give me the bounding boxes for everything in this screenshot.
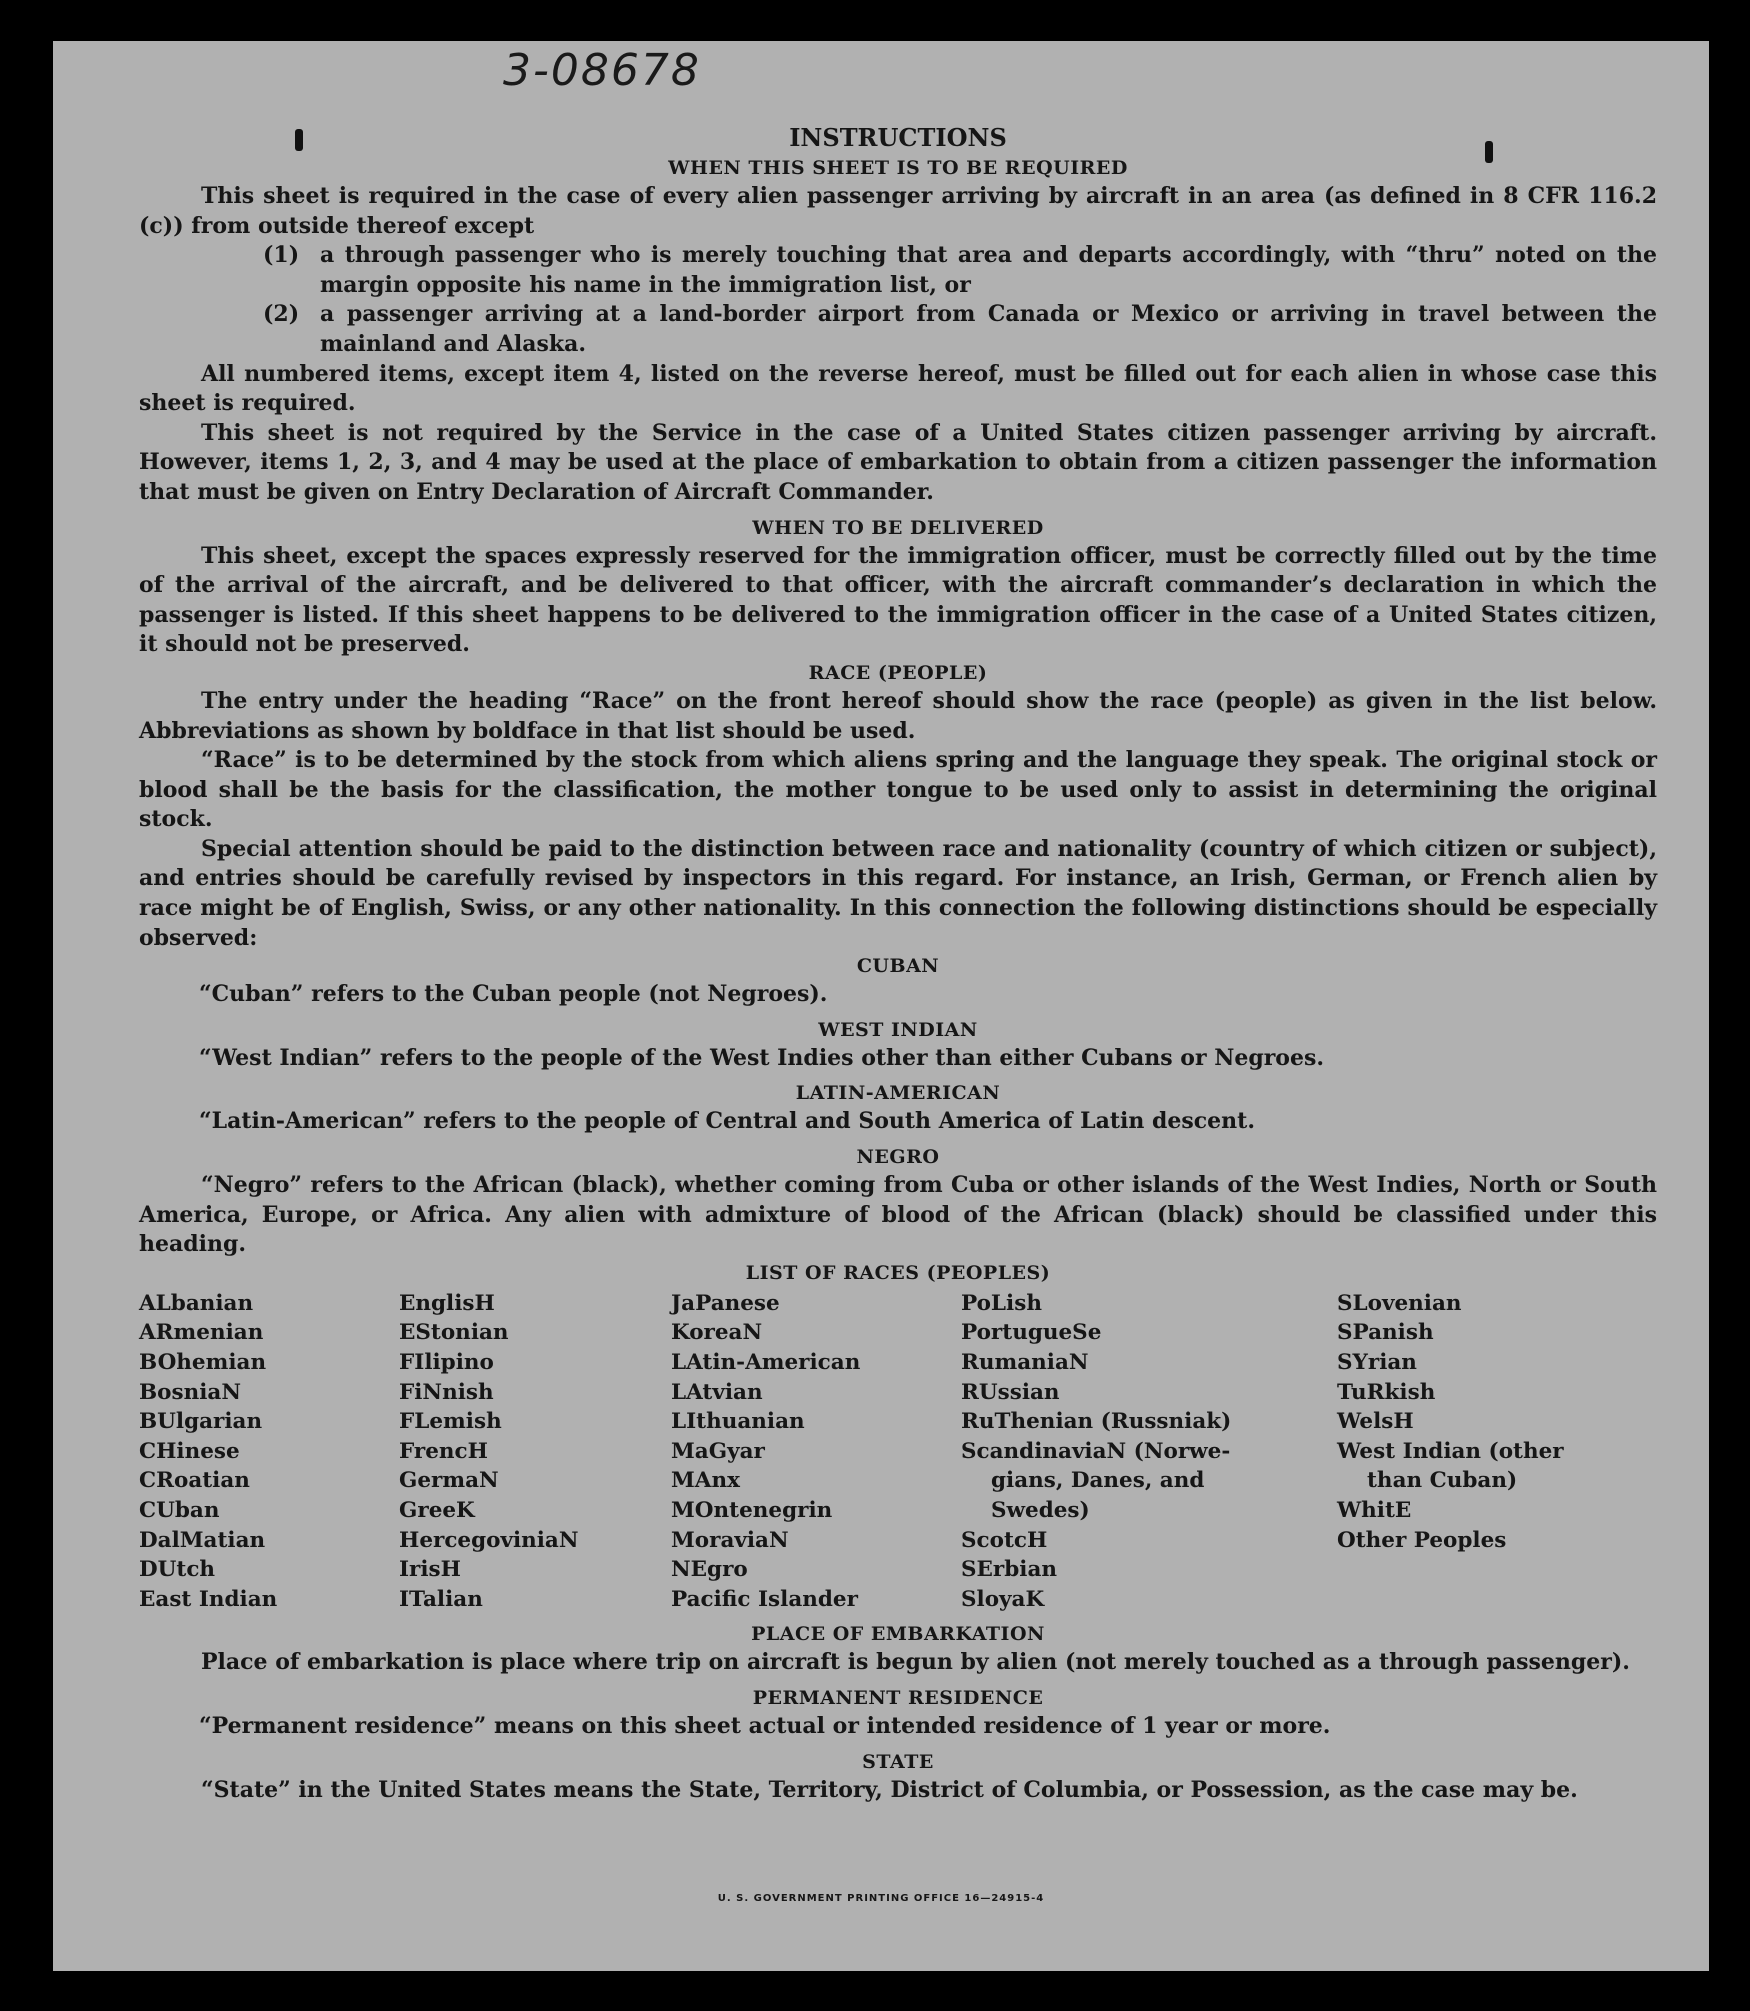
list-item-text: a through passenger who is merely touching that area and departs accordingly, with “thru” noted on the margin opposite his name in the immigration list, or xyxy=(320,242,1657,298)
race-entry-continuation: Swedes) xyxy=(991,1497,1090,1523)
race-list-column xyxy=(399,1289,671,1615)
race-entry: WhitE xyxy=(1337,1497,1412,1523)
section-heading-list-of-races: LIST OF RACES (PEOPLES) xyxy=(745,1261,1051,1284)
race-entry: RuThenian (Russniak) xyxy=(961,1409,1232,1435)
race-entry: RUssian xyxy=(961,1379,1060,1405)
list-item-number: (2) xyxy=(263,301,300,328)
race-entry: EStonian xyxy=(399,1320,509,1346)
page-title: INSTRUCTIONS xyxy=(789,123,1007,152)
race-entry: GreeK xyxy=(399,1497,475,1523)
race-entry: SYrian xyxy=(1337,1350,1417,1375)
race-entry: MaGyar xyxy=(671,1438,765,1464)
race-entry: East Indian xyxy=(139,1586,278,1612)
race-entry: CRoatian xyxy=(139,1468,250,1494)
race-entry: MOntenegrin xyxy=(671,1497,833,1523)
section-heading-negro: NEGRO xyxy=(856,1146,940,1169)
race-entry: SLovenian xyxy=(1337,1290,1462,1316)
section-heading-latin-american: LATIN-AMERICAN xyxy=(795,1082,1001,1105)
race-entry: CUban xyxy=(139,1497,220,1523)
document-sheet xyxy=(53,41,1709,1971)
race-entry: LAtvian xyxy=(671,1379,763,1405)
race-entry: GermaN xyxy=(399,1468,499,1494)
paragraph: This sheet is not required by the Service in the case of a United States citizen passenger arriving by aircraft. However, items 1, 2, 3, and 4 may be used at the place of embarkation to obtain from a citizen passenger the information that must be given on Entry Declaration of Aircraft Commander. xyxy=(139,419,1657,505)
race-entry: ITalian xyxy=(399,1586,483,1612)
paragraph: “Permanent residence” means on this sheet actual or intended residence of 1 year or more. xyxy=(199,1712,1331,1739)
section-heading-when-delivered: WHEN TO BE DELIVERED xyxy=(752,516,1044,539)
paragraph: “Race” is to be determined by the stock from which aliens spring and the language they speak. The original stock or blood shall be the basis for the classification, the mother tongue to be used only to assist in determining the original stock. xyxy=(139,747,1657,833)
printing-office-imprint: U. S. GOVERNMENT PRINTING OFFICE 16—24915-4 xyxy=(717,1893,1045,1904)
paragraph: All numbered items, except item 4, listed on the reverse hereof, must be filled out for each alien in whose case this sheet is required. xyxy=(139,360,1657,417)
instructions-body xyxy=(139,121,1657,1805)
race-entry: HercegoviniaN xyxy=(399,1527,579,1553)
list-item xyxy=(139,300,1657,359)
race-entry: FIlipino xyxy=(399,1350,494,1375)
paragraph: “West Indian” refers to the people of the West Indies other than either Cubans or Negroes. xyxy=(199,1044,1325,1071)
race-list-column xyxy=(139,1289,399,1615)
race-entry: EnglisH xyxy=(399,1290,495,1316)
paragraph: “State” in the United States means the State, Territory, District of Columbia, or Possession, as the case may be. xyxy=(201,1776,1578,1803)
race-list-column xyxy=(671,1289,961,1615)
race-entry: SPanish xyxy=(1337,1320,1434,1346)
section-heading-permanent-residence: PERMANENT RESIDENCE xyxy=(752,1686,1044,1709)
section-heading-state: STATE xyxy=(862,1750,934,1773)
list-item-text: a passenger arriving at a land-border airport from Canada or Mexico or arriving in travel between the mainland and Alaska. xyxy=(320,301,1657,357)
race-entry: TuRkish xyxy=(1337,1379,1436,1405)
race-entry: DalMatian xyxy=(139,1527,266,1553)
race-entry: PortugueSe xyxy=(961,1320,1102,1346)
race-entry: FLemish xyxy=(399,1409,502,1435)
section-heading-west-indian: WEST INDIAN xyxy=(818,1018,978,1041)
race-entry: KoreaN xyxy=(671,1320,763,1346)
race-entry: ARmenian xyxy=(139,1320,264,1346)
race-list-column xyxy=(961,1289,1337,1615)
list-item-number: (1) xyxy=(263,242,300,269)
section-heading-race: RACE (PEOPLE) xyxy=(808,661,988,684)
race-entry: CHinese xyxy=(139,1438,240,1464)
race-entry: RumaniaN xyxy=(961,1350,1089,1375)
race-entry: MoraviaN xyxy=(671,1527,789,1553)
race-entry: SErbian xyxy=(961,1557,1058,1583)
race-entry: SloyaK xyxy=(961,1586,1045,1612)
section-heading-embarkation: PLACE OF EMBARKATION xyxy=(751,1623,1045,1646)
race-entry: BOhemian xyxy=(139,1350,267,1375)
paragraph: This sheet is required in the case of every alien passenger arriving by aircraft in an area (as defined in 8 CFR 116.2 (c)) from outside thereof except xyxy=(139,183,1657,239)
race-entry-continuation: gians, Danes, and xyxy=(991,1468,1205,1494)
race-list-column xyxy=(1337,1289,1637,1615)
race-entry: JaPanese xyxy=(671,1290,780,1316)
paragraph: “Negro” refers to the African (black), whether coming from Cuba or other islands of the West Indies, North or South America, Europe, or Africa. Any alien with admixture of blood of the African (black) should be classified under this heading. xyxy=(139,1172,1657,1258)
section-heading-cuban: CUBAN xyxy=(856,955,940,978)
section-heading-when-required: WHEN THIS SHEET IS TO BE REQUIRED xyxy=(668,157,1128,179)
race-entry: ALbanian xyxy=(139,1290,254,1316)
paragraph: Place of embarkation is place where trip on aircraft is begun by alien (not merely touched as a through passenger). xyxy=(201,1649,1630,1676)
paragraph: “Latin-American” refers to the people of Central and South America of Latin descent. xyxy=(199,1108,1255,1135)
paragraph: Special attention should be paid to the distinction between race and nationality (country of which citizen or subject), and entries should be carefully revised by inspectors in this regard. For instance, an Irish, German, or French alien by race might be of English, Swiss, or any other nationality. In this connection the following distinctions should be especially observed: xyxy=(139,835,1657,951)
handwritten-document-number: 3-08678 xyxy=(503,45,701,96)
race-entry-continuation: than Cuban) xyxy=(1367,1468,1518,1494)
race-entry: PoLish xyxy=(961,1290,1042,1316)
race-entry: LIthuanian xyxy=(671,1409,805,1435)
race-entry: BosniaN xyxy=(139,1379,241,1405)
list-item xyxy=(139,241,1657,300)
race-entry: MAnx xyxy=(671,1468,740,1494)
paragraph: This sheet, except the spaces expressly reserved for the immigration officer, must be correctly filled out by the time of the arrival of the aircraft, and be delivered to that officer, with the aircraft commander’s declaration in which the passenger is listed. If this sheet happens to be delivered to the immigration officer in the case of a United States citizen, it should not be preserved. xyxy=(139,542,1657,658)
race-entry: DUtch xyxy=(139,1557,216,1583)
race-entry: LAtin-American xyxy=(671,1350,861,1375)
race-entry: NEgro xyxy=(671,1557,748,1583)
paragraph: “Cuban” refers to the Cuban people (not Negroes). xyxy=(199,981,828,1008)
paragraph: The entry under the heading “Race” on the front hereof should show the race (people) as given in the list below. Abbreviations as shown by boldface in that list should be used. xyxy=(139,687,1657,744)
race-entry: FrencH xyxy=(399,1438,488,1464)
race-list xyxy=(139,1289,1657,1615)
race-entry: IrisH xyxy=(399,1557,461,1583)
race-entry: Other Peoples xyxy=(1337,1527,1507,1553)
race-entry: Pacific Islander xyxy=(671,1586,858,1612)
race-entry: FiNnish xyxy=(399,1379,494,1405)
race-entry: ScotcH xyxy=(961,1527,1048,1553)
race-entry: WelsH xyxy=(1337,1409,1414,1435)
race-entry: West Indian (other xyxy=(1337,1438,1564,1464)
race-entry: ScandinaviaN (Norwe- xyxy=(961,1438,1231,1464)
race-entry: BUlgarian xyxy=(139,1409,263,1435)
